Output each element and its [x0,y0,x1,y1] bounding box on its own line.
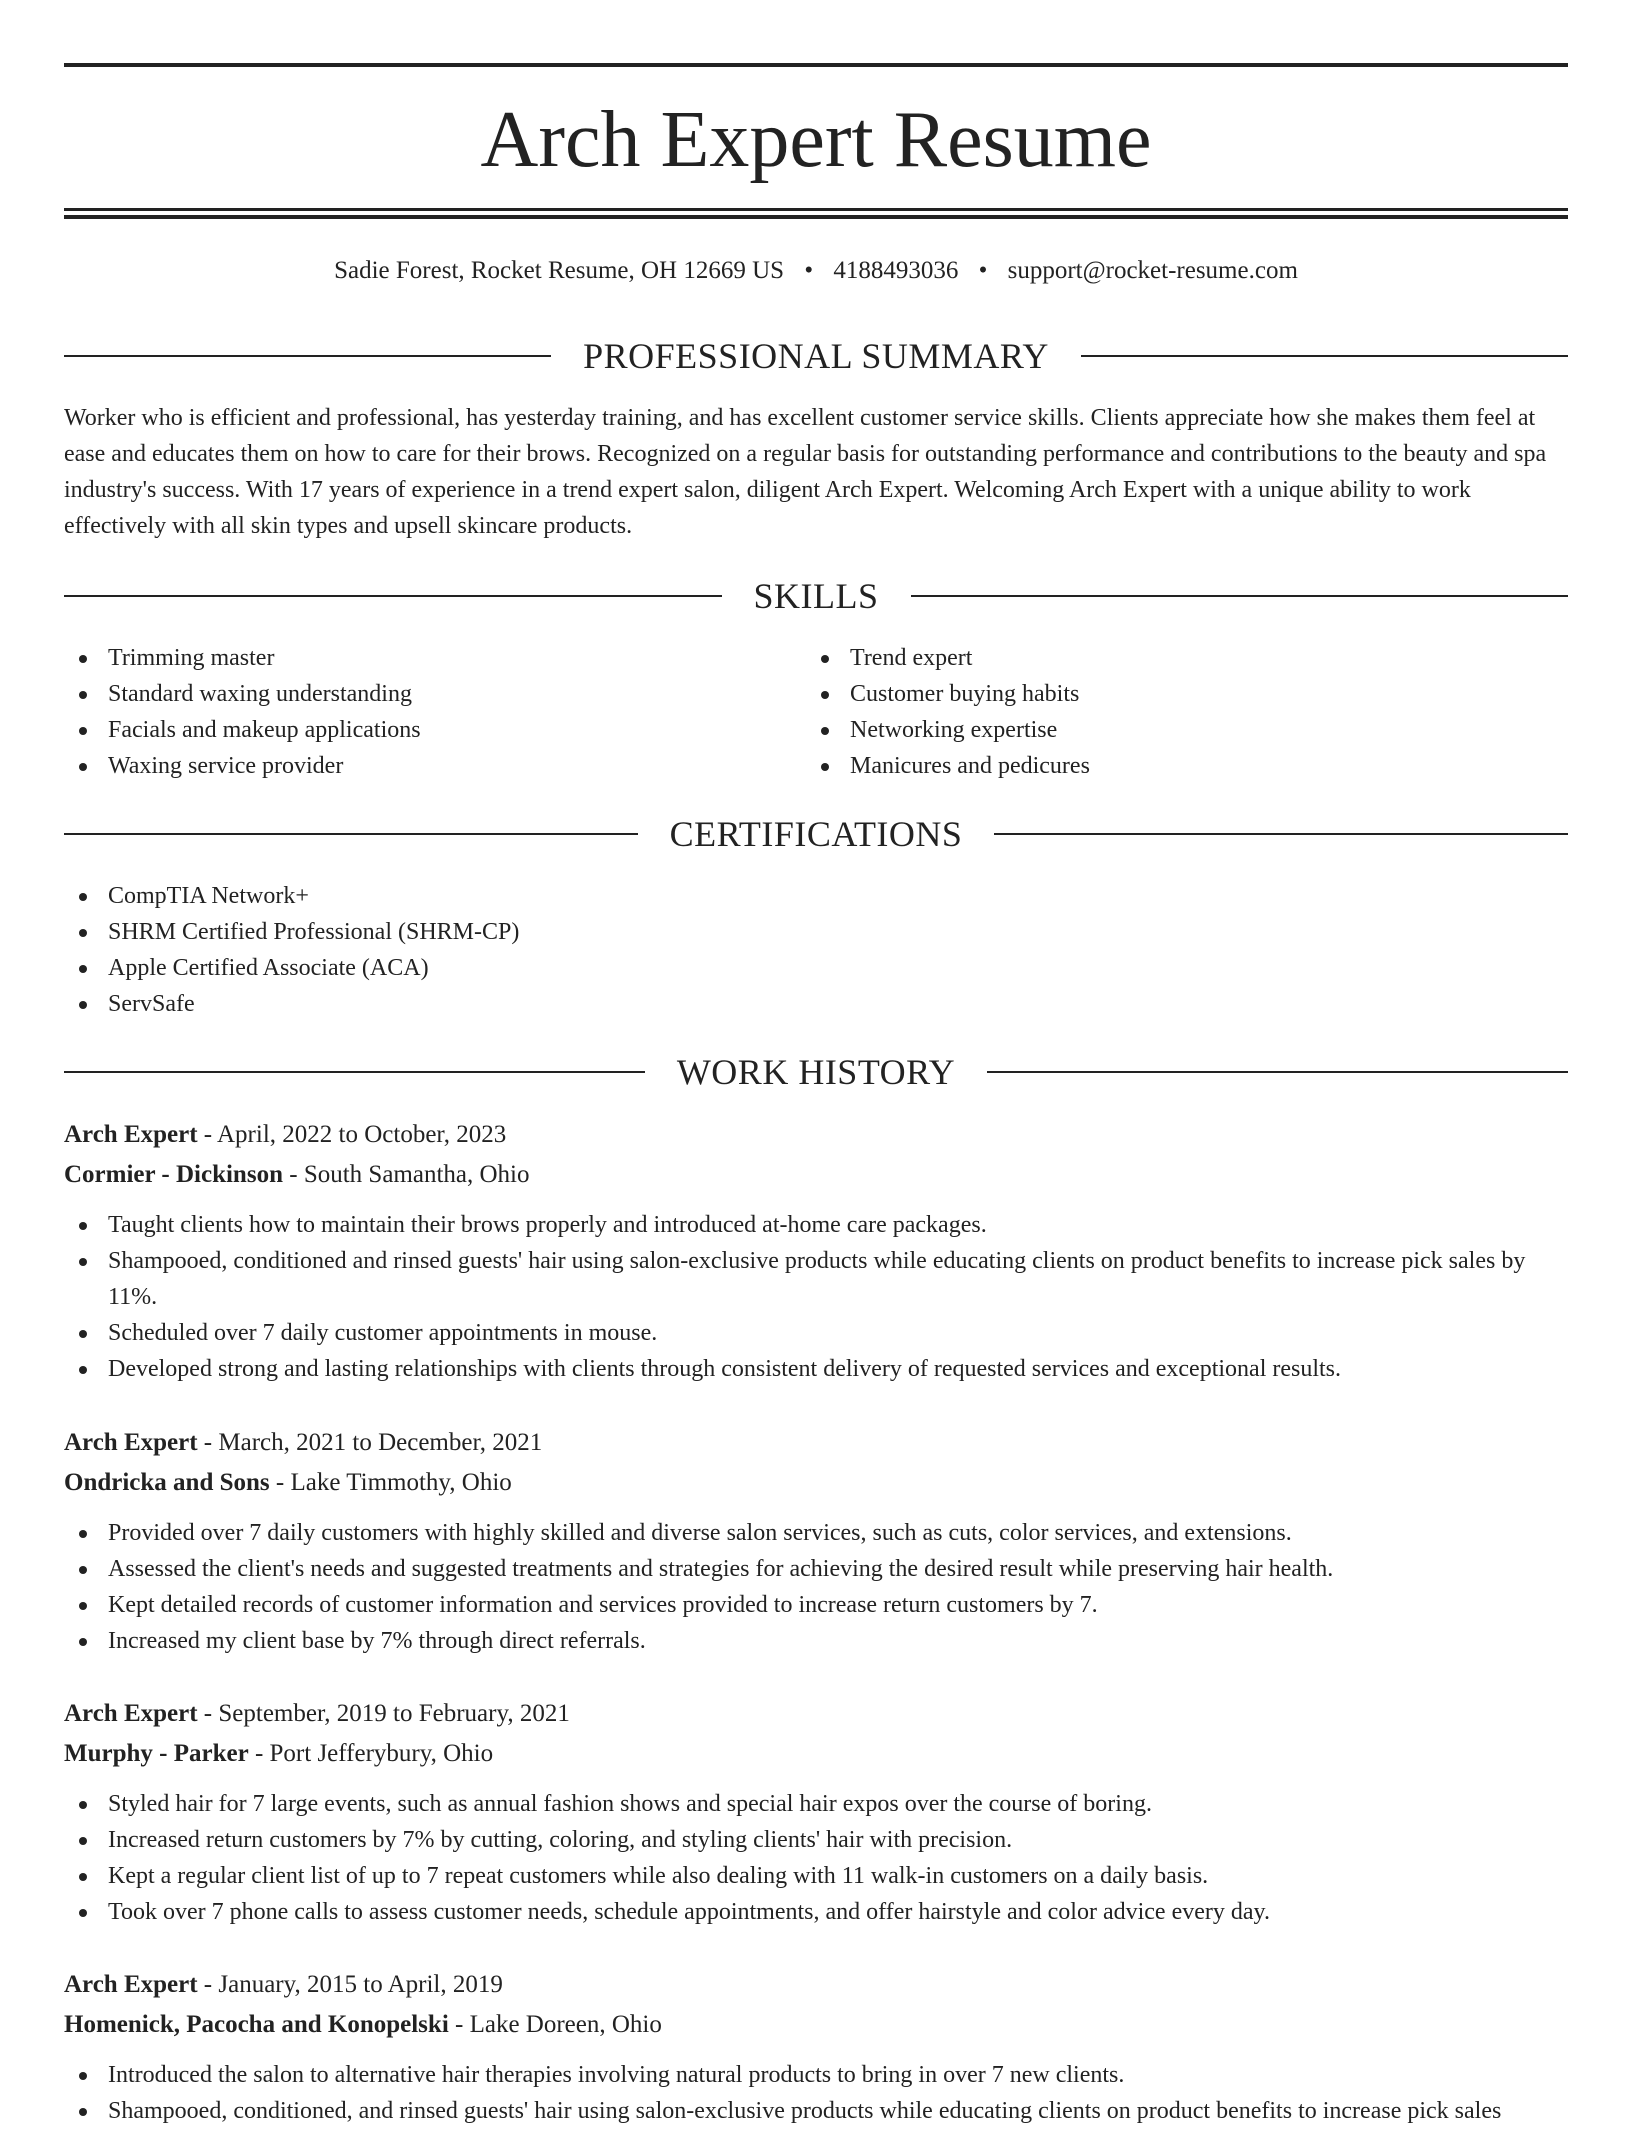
job-bullet: Introduced the salon to alternative hair therapies involving natural products to bring in over 7 new clients. [64,2057,1568,2093]
job-company: Cormier - Dickinson [64,1161,283,1188]
certifications-list [64,878,1568,1022]
summary-text: Worker who is efficient and professional, has yesterday training, and has excellent customer service skills. Clients appreciate how she makes them feel at ease and educates them on how to care for their brows. Recognized on a regular basis for outstanding performance and contributions to the beauty and spa industry's success. With 17 years of experience in a trend expert salon, diligent Arch Expert. Welcoming Arch Expert with a unique ability to work effectively with all skin types and upsell skincare products. [64,405,1547,539]
job-entry [64,1965,1568,2129]
job-company: Homenick, Pacocha and Konopelski [64,2011,449,2038]
job-bullet: Styled hair for 7 large events, such as annual fashion shows and special hair expos over the course of boring. [64,1786,1568,1822]
contact-address: Sadie Forest, Rocket Resume, OH 12669 US [334,257,785,284]
certification-item: Apple Certified Associate (ACA) [64,950,1568,986]
job-bullets [64,1515,1568,1659]
section-heading-summary [64,334,1568,378]
job-bullets [64,1207,1568,1387]
heading-rule [987,1071,1568,1073]
job-company-line: Murphy - Parker - Port Jefferybury, Ohio [64,1740,494,1767]
job-role-line: Arch Expert - April, 2022 to October, 2023 [64,1121,507,1148]
job-role: Arch Expert [64,1700,198,1727]
job-role-line: Arch Expert - March, 2021 to December, 2021 [64,1429,543,1456]
section-title: SKILLS [753,576,879,616]
job-bullet: Increased my client base by 7% through direct referrals. [64,1623,1568,1659]
section-title: CERTIFICATIONS [669,814,963,854]
job-role: Arch Expert [64,1429,198,1456]
job-bullet: Scheduled over 7 daily customer appointments in mouse. [64,1315,1568,1351]
heading-rule [64,833,638,835]
contact-phone: 4188493036 [833,257,959,284]
job-dates: September, 2019 to February, 2021 [218,1700,570,1727]
job-bullet: Shampooed, conditioned and rinsed guests' hair using salon-exclusive products while educating clients on product benefits to increase pick sales by 11%. [64,1243,1568,1315]
heading-rule [64,595,722,597]
skill-item: Networking expertise [806,712,1506,748]
job-role: Arch Expert [64,1971,198,1998]
job-company-line: Cormier - Dickinson - South Samantha, Ohio [64,1161,530,1188]
job-bullet: Assessed the client's needs and suggested treatments and strategies for achieving the desired result while preserving hair health. [64,1551,1568,1587]
job-bullets [64,1786,1568,1930]
section-heading-skills [64,574,1568,618]
job-bullet: Kept a regular client list of up to 7 repeat customers while also dealing with 11 walk-in customers on a daily basis. [64,1858,1568,1894]
skill-item: Trimming master [64,640,764,676]
job-location: South Samantha, Ohio [303,1161,530,1188]
skill-item: Trend expert [806,640,1506,676]
job-dates: January, 2015 to April, 2019 [218,1971,503,1998]
job-bullet: Shampooed, conditioned, and rinsed guests' hair using salon-exclusive products while educating clients on product benefits to increase pick sales [64,2093,1568,2129]
job-company: Ondricka and Sons [64,1469,270,1496]
job-role: Arch Expert [64,1121,198,1148]
job-location: Lake Doreen, Ohio [469,2011,662,2038]
contact-line [64,254,1568,288]
section-heading-certifications [64,812,1568,856]
heading-rule [1081,355,1568,357]
certification-item: SHRM Certified Professional (SHRM-CP) [64,914,1568,950]
resume-title: Arch Expert Resume [480,96,1152,184]
job-bullet: Kept detailed records of customer information and services provided to increase return customers by 7. [64,1587,1568,1623]
skill-item: Customer buying habits [806,676,1506,712]
job-bullet: Provided over 7 daily customers with highly skilled and diverse salon services, such as cuts, color services, and extensions. [64,1515,1568,1551]
skills-list-left [64,640,764,784]
skill-item: Standard waxing understanding [64,676,764,712]
job-role-line: Arch Expert - September, 2019 to February, 2021 [64,1700,570,1727]
job-location: Port Jefferybury, Ohio [269,1740,494,1767]
section-heading-work-history [64,1050,1568,1094]
skill-item: Waxing service provider [64,748,764,784]
job-bullets [64,2057,1568,2129]
contact-separator: • [804,257,814,284]
title-rule-upper [64,208,1568,211]
contact-email[interactable]: support@rocket-resume.com [1007,257,1298,284]
job-company: Murphy - Parker [64,1740,249,1767]
certification-item: ServSafe [64,986,1568,1022]
skill-item: Manicures and pedicures [806,748,1506,784]
title-rule-lower [64,215,1568,219]
job-bullet: Developed strong and lasting relationships with clients through consistent delivery of requested services and exceptional results. [64,1351,1568,1387]
job-entry [64,1115,1568,1387]
skills-list-right [806,640,1506,784]
job-entry [64,1694,1568,1930]
job-location: Lake Timmothy, Ohio [290,1469,512,1496]
job-dates: March, 2021 to December, 2021 [218,1429,543,1456]
job-dates: April, 2022 to October, 2023 [217,1121,507,1148]
contact-separator: • [978,257,988,284]
skill-item: Facials and makeup applications [64,712,764,748]
top-rule [64,63,1568,67]
section-title: PROFESSIONAL SUMMARY [583,336,1049,376]
heading-rule [64,1071,645,1073]
job-bullet: Increased return customers by 7% by cutting, coloring, and styling clients' hair with precision. [64,1822,1568,1858]
heading-rule [994,833,1568,835]
section-title: WORK HISTORY [676,1052,956,1092]
heading-rule [911,595,1569,597]
job-company-line: Ondricka and Sons - Lake Timmothy, Ohio [64,1469,512,1496]
job-entry [64,1423,1568,1659]
job-bullet: Took over 7 phone calls to assess customer needs, schedule appointments, and offer hairstyle and color advice every day. [64,1894,1568,1930]
heading-rule [64,355,551,357]
job-bullet: Taught clients how to maintain their brows properly and introduced at-home care packages. [64,1207,1568,1243]
job-company-line: Homenick, Pacocha and Konopelski - Lake Doreen, Ohio [64,2011,662,2038]
certification-item: CompTIA Network+ [64,878,1568,914]
job-role-line: Arch Expert - January, 2015 to April, 2019 [64,1971,503,1998]
